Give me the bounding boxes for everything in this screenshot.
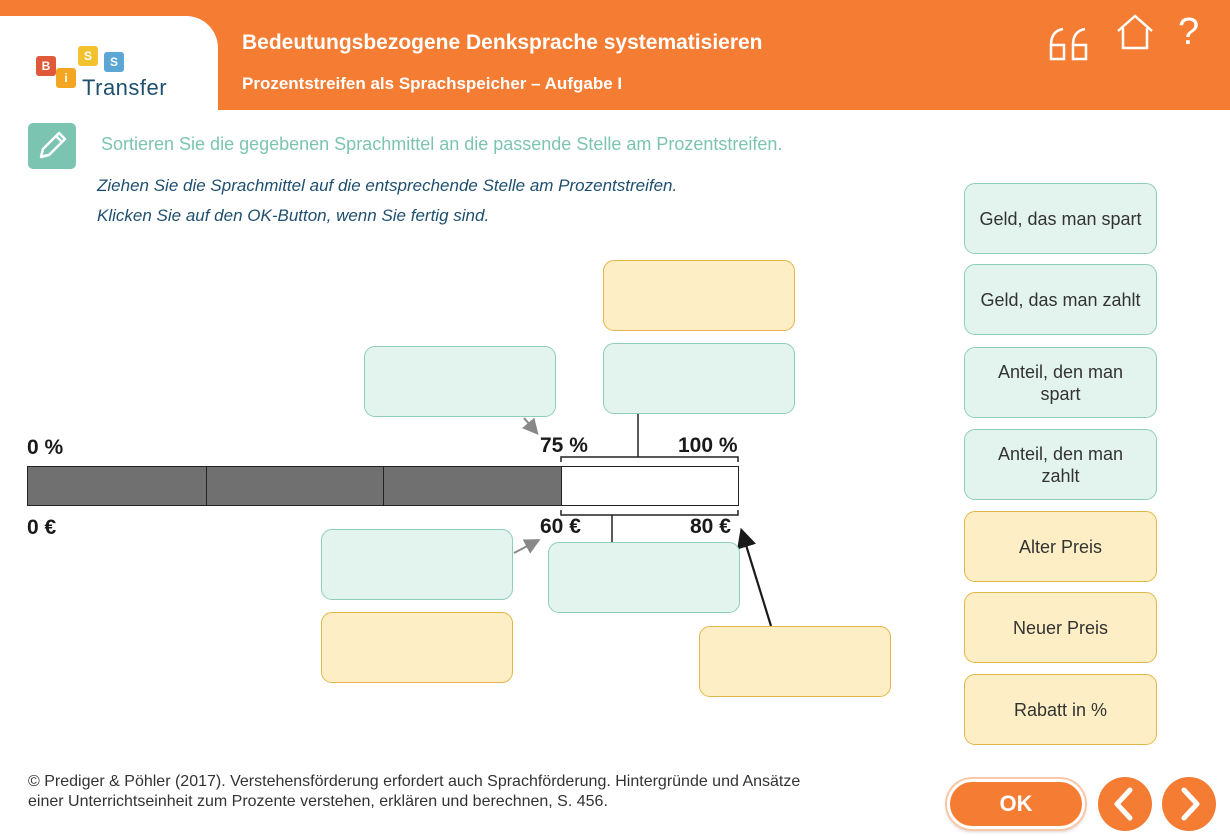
label-100-percent: 100 % — [678, 434, 738, 457]
task-text: Sortieren Sie die gegebenen Sprachmittel an die passende Stelle am Prozentstreifen. — [101, 134, 783, 154]
drop-zone-60-euro[interactable] — [321, 529, 513, 600]
drop-zone-top-yellow[interactable] — [603, 260, 795, 331]
logo-text: Transfer — [82, 75, 168, 100]
drop-zone-bottom-left-yellow[interactable] — [321, 612, 513, 683]
option-anteil-zahlt[interactable]: Anteil, den man zahlt — [964, 429, 1157, 500]
chevron-right-icon[interactable] — [1162, 777, 1216, 831]
page-title: Bedeutungsbezogene Denksprache systematisieren — [242, 31, 763, 54]
label-0-euro: 0 € — [27, 516, 57, 539]
strip-segment-1 — [27, 466, 207, 506]
page-subtitle: Prozentstreifen als Sprachspeicher – Aufgabe I — [242, 74, 623, 93]
help-icon[interactable]: ? — [1178, 11, 1200, 53]
logo-letter-i: i — [56, 68, 76, 88]
chevron-left-icon[interactable] — [1098, 777, 1152, 831]
drop-zone-75-percent[interactable] — [364, 346, 556, 417]
option-alter-preis[interactable]: Alter Preis — [964, 511, 1157, 582]
logo-letter-b: B — [36, 56, 56, 76]
strip-segment-3 — [383, 466, 562, 506]
label-80-euro: 80 € — [690, 515, 731, 538]
drop-zone-80-euro-yellow[interactable] — [699, 626, 891, 697]
strip-segment-2 — [206, 466, 384, 506]
citation: © Prediger & Pöhler (2017). Verstehensförderung erfordert auch Sprachförderung. Hintergründe und Ansätze einer Unterrichtseinheit zum Prozente verstehen, erklären und berechnen, S. 456. — [28, 773, 801, 810]
label-75-percent: 75 % — [540, 434, 588, 457]
option-geld-spart[interactable]: Geld, das man spart — [964, 183, 1157, 254]
option-geld-zahlt[interactable]: Geld, das man zahlt — [964, 264, 1157, 335]
option-rabatt[interactable]: Rabatt in % — [964, 674, 1157, 745]
logo-letter-s1: S — [78, 46, 98, 66]
ok-button[interactable]: OK — [947, 779, 1085, 829]
instruction-line-1: Ziehen Sie die Sprachmittel auf die entsprechende Stelle am Prozentstreifen. — [97, 176, 678, 195]
strip-segment-4 — [561, 466, 739, 506]
logo-letter-s2: S — [104, 52, 124, 72]
drop-zone-20-euro[interactable] — [548, 542, 740, 613]
instruction-line-2: Klicken Sie auf den OK-Button, wenn Sie fertig sind. — [97, 206, 490, 225]
label-60-euro: 60 € — [540, 515, 581, 538]
drop-zone-25-percent[interactable] — [603, 343, 795, 414]
option-anteil-spart[interactable]: Anteil, den man spart — [964, 347, 1157, 418]
option-neuer-preis[interactable]: Neuer Preis — [964, 592, 1157, 663]
label-0-percent: 0 % — [27, 436, 64, 459]
